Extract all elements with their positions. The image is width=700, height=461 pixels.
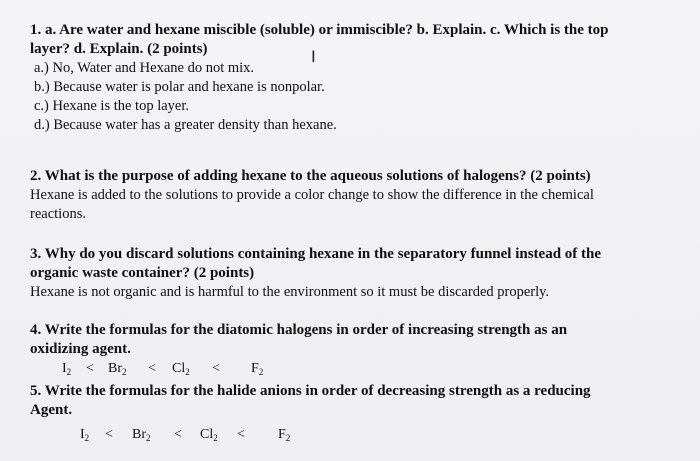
question-2-text: 2. What is the purpose of adding hexane to the aqueous solutions of halogens? (2 points) (30, 168, 591, 184)
question-4-text-line1: 4. Write the formulas for the diatomic halogens in order of increasing strength as an (30, 322, 568, 338)
formula-lt: < (237, 427, 245, 442)
question-1-text-line1: 1. a. Are water and hexane miscible (soluble) or immiscible? b. Explain. c. Which is the top (30, 22, 609, 38)
formula-br2: $Br_2$ (108, 361, 127, 377)
answer-1a: a.) No, Water and Hexane do not mix. (34, 60, 255, 76)
answer-3: Hexane is not organic and is harmful to the environment so it must be discarded properly. (30, 284, 550, 300)
question-5 (30, 382, 660, 420)
answer-2-line1: Hexane is added to the solutions to provide a color change to show the difference in the chemical (30, 187, 594, 203)
question-4 (30, 321, 660, 359)
formula-i2: $I_2$ (80, 427, 90, 443)
answer-1c: c.) Hexane is the top layer. (34, 98, 190, 114)
question-5-text-line1: 5. Write the formulas for the halide anions in order of decreasing strength as a reducing (30, 383, 591, 399)
question-3-text-line2: organic waste container? (2 points) (30, 265, 255, 281)
answer-1d: d.) Because water has a greater density than hexane. (34, 117, 337, 133)
formula-cl2: $Cl_2$ (172, 361, 190, 377)
question-5-text-line2: Agent. (30, 402, 73, 418)
formula-lt: < (212, 361, 220, 376)
answer-1b: b.) Because water is polar and hexane is nonpolar. (34, 79, 325, 95)
question-3-text-line1: 3. Why do you discard solutions containing hexane in the separatory funnel instead of the (30, 246, 602, 262)
answer-2-line2: reactions. (30, 206, 86, 222)
text-cursor-icon: I (311, 47, 316, 66)
question-1 (30, 21, 660, 135)
formula-i2: $I_2$ (62, 361, 72, 377)
halide-order-formula (80, 426, 380, 446)
formula-lt: < (105, 427, 113, 442)
formula-f2: $F_2$ (278, 427, 291, 443)
question-1-text-line2: layer? d. Explain. (2 points) (30, 41, 208, 57)
halogen-order-formula (62, 360, 362, 380)
formula-f2: $F_2$ (251, 361, 264, 377)
formula-cl2: $Cl_2$ (200, 427, 218, 443)
formula-lt: < (148, 361, 156, 376)
formula-br2: $Br_2$ (132, 427, 151, 443)
question-4-text-line2: oxidizing agent. (30, 341, 131, 357)
formula-lt: < (174, 427, 182, 442)
question-2 (30, 167, 660, 224)
formula-lt: < (86, 361, 94, 376)
question-3 (30, 245, 660, 302)
